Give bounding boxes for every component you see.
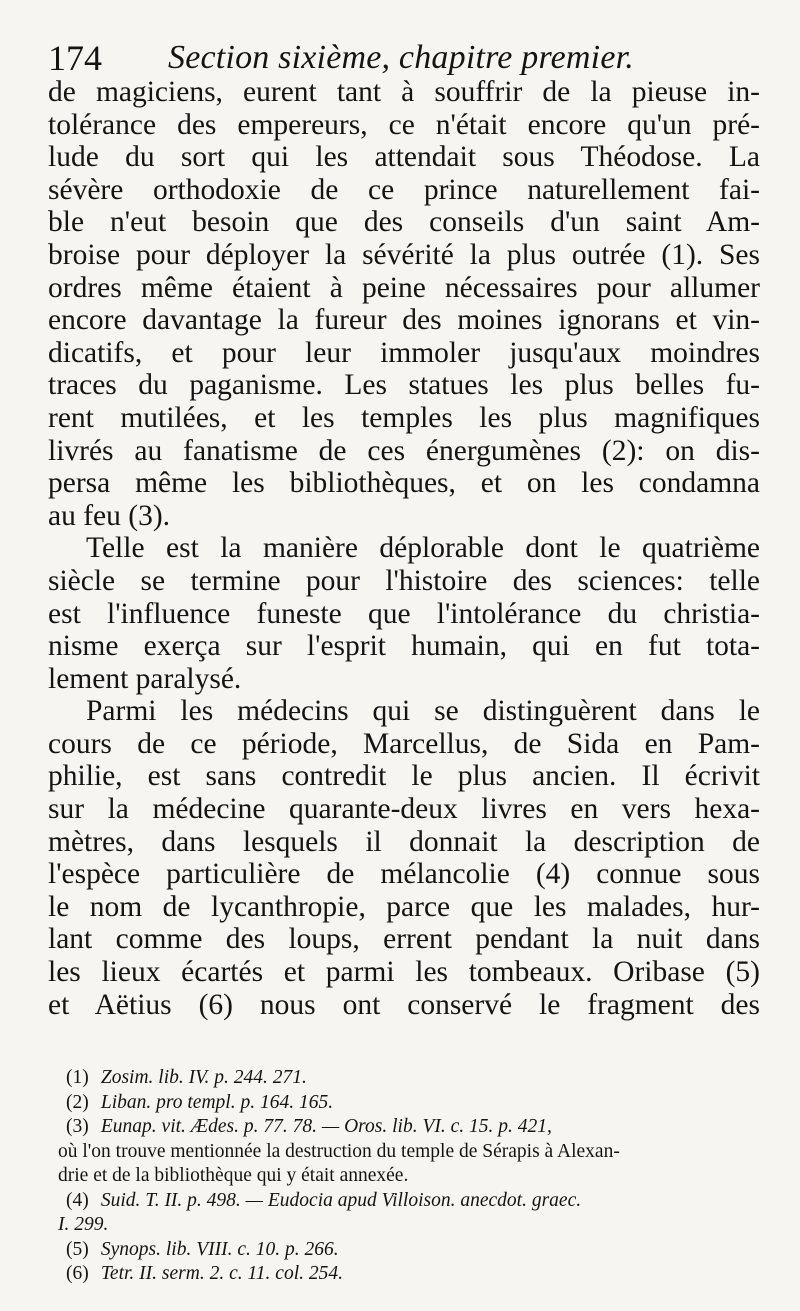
footnote-text: Suid. T. II. p. 498. — Eudocia apud Villoison. anecdot. graec. [100,1189,582,1211]
footnote-text: Tetr. II. serm. 2. c. 11. col. 254. [100,1263,343,1284]
footnote [48,1091,760,1116]
text-line: persa même les bibliothèques, et on les condamna [48,467,760,500]
text-line: mètres, dans lesquels il donnait la description de [48,825,760,858]
footnote-label: (4) [66,1189,89,1211]
footnote-text: Liban. pro templ. p. 164. 165. [100,1091,334,1113]
text-line: le nom de lycanthropie, parce que les malades, hur- [48,890,760,923]
footnote [48,1066,760,1091]
text-line: livrés au fanatisme de ces énergumènes (2): on dis- [48,434,760,467]
page-number: 174 [48,38,102,78]
footnote-continuation: où l'on trouve mentionnée la destruction du temple de Sérapis à Alexan- [58,1140,620,1162]
footnote-label: (5) [66,1238,89,1260]
running-head [48,34,768,82]
text-line: Telle est la manière déplorable dont le quatrième [86,532,760,565]
footnote-label: (1) [66,1067,89,1088]
text-line: rent mutilées, et les temples les plus magnifiques [48,401,760,434]
text-line: philie, est sans contredit le plus ancien. Il écrivit [48,760,760,793]
text-line: lude du sort qui les attendait sous Théodose. La [48,141,760,174]
footnote [48,1115,760,1140]
footnote-continuation: drie et de la bibliothèque qui y était annexée. [58,1165,409,1186]
footnotes [48,1066,760,1287]
text-line: siècle se termine pour l'histoire des sciences: telle [48,564,760,597]
text-line: traces du paganisme. Les statues les plus belles fu- [48,369,760,402]
body-text [48,76,760,1021]
text-line: au feu (3). [48,499,171,532]
footnote-continuation: I. 299. [58,1214,109,1235]
text-line: les lieux écartés et parmi les tombeaux. Oribase (5) [48,956,760,989]
text-line: encore davantage la fureur des moines ignorans et vin- [48,304,760,337]
text-line: lement paralysé. [48,662,242,695]
text-line: ordres même étaient à peine nécessaires pour allumer [48,271,760,304]
footnote [48,1189,760,1214]
running-title: Section sixième, chapitre premier. [168,39,634,76]
footnote [48,1262,760,1287]
text-line: est l'influence funeste que l'intolérance du christia- [48,597,760,630]
text-line: sur la médecine quarante-deux livres en vers hexa- [48,793,760,826]
text-line: broise pour déployer la sévérité la plus outrée (1). Ses [48,238,760,271]
footnote-text: Zosim. lib. IV. p. 244. 271. [100,1067,307,1088]
text-line: dicatifs, et pour leur immoler jusqu'aux moindres [48,336,760,369]
footnote-label: (2) [66,1091,89,1113]
text-line: Parmi les médecins qui se distinguèrent dans le [86,695,760,728]
footnote-label: (3) [66,1116,89,1137]
text-line: cours de ce période, Marcellus, de Sida en Pam- [48,727,760,760]
text-line: l'espèce particulière de mélancolie (4) connue sous [48,858,760,891]
footnote [48,1238,760,1263]
footnote-label: (6) [66,1263,89,1284]
text-line: tolérance des empereurs, ce n'était encore qu'un pré- [48,108,760,141]
footnote-text: Synops. lib. VIII. c. 10. p. 266. [100,1238,339,1260]
text-line: et Aëtius (6) nous ont conservé le fragment des [48,988,760,1021]
text-line: sévère orthodoxie de ce prince naturellement fai- [48,173,760,206]
text-line: lant comme des loups, errent pendant la nuit dans [48,923,760,956]
text-line: nisme exerça sur l'esprit humain, qui en fut tota- [48,630,760,663]
text-line: ble n'eut besoin que des conseils d'un saint Am- [48,206,760,239]
text-line: de magiciens, eurent tant à souffrir de la pieuse in- [48,76,760,108]
footnote-text: Eunap. vit. Ædes. p. 77. 78. — Oros. lib. VI. c. 15. p. 421, [100,1116,552,1137]
